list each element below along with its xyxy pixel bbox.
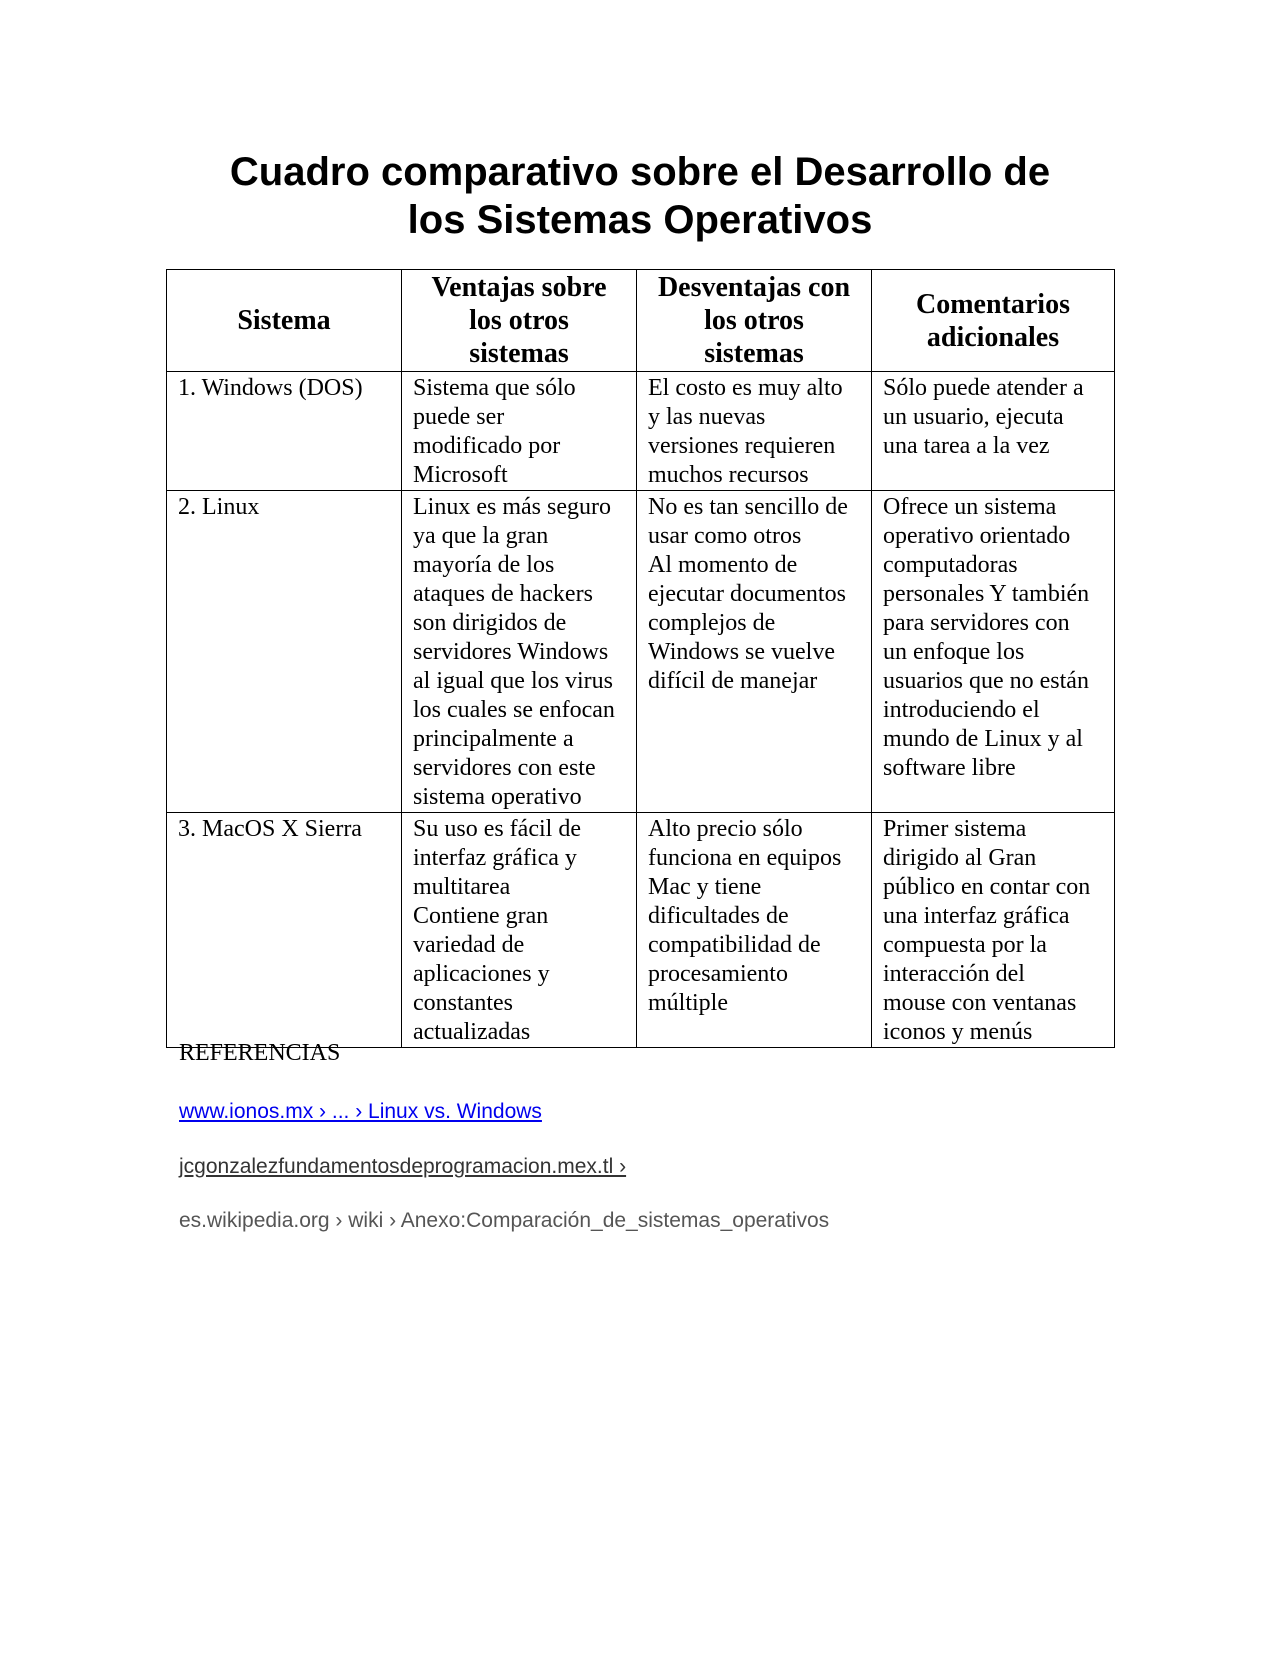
header-ventajas	[402, 270, 637, 372]
cell-line: puede ser	[413, 404, 505, 430]
cell-line: interfaz gráfica y	[413, 845, 577, 871]
cell-line: personales Y también	[883, 581, 1090, 607]
cell-line: Contiene gran	[413, 903, 549, 929]
cell-line: Sólo puede atender a	[883, 375, 1084, 401]
cell-line: Sistema	[237, 305, 331, 336]
cell-line: Desventajas con	[657, 272, 851, 303]
cell-line: dirigido al Gran	[883, 845, 1037, 871]
cell-line: introduciendo el	[883, 697, 1040, 723]
cell-line: mouse con ventanas	[883, 990, 1077, 1016]
cell-line: muchos recursos	[648, 462, 809, 488]
cell-disadvantages	[637, 491, 872, 813]
cell-line: sistemas	[469, 338, 569, 369]
cell-line: público en contar con	[883, 874, 1091, 900]
cell-line: Primer sistema	[883, 816, 1027, 842]
cell-line: sistema operativo	[413, 784, 582, 810]
cell-line: Al momento de	[648, 552, 798, 578]
cell-line: variedad de	[413, 932, 525, 958]
cell-line: Microsoft	[413, 462, 508, 488]
cell-line: compuesta por la	[883, 932, 1047, 958]
cell-line: los otros	[704, 305, 804, 336]
cell-line: interacción del	[883, 961, 1025, 987]
cell-system	[167, 372, 402, 491]
header-desventajas	[637, 270, 872, 372]
header-sistema	[167, 270, 402, 372]
cell-line: ejecutar documentos	[648, 581, 846, 607]
cell-line: usuarios que no están	[883, 668, 1089, 694]
cell-system	[167, 491, 402, 813]
cell-line: funciona en equipos	[648, 845, 842, 871]
cell-advantages	[402, 491, 637, 813]
cell-line: ataques de hackers	[413, 581, 593, 607]
cell-line: un enfoque los	[883, 639, 1025, 665]
cell-line: y las nuevas	[648, 404, 766, 430]
cell-line: un usuario, ejecuta	[883, 404, 1064, 430]
cell-line: múltiple	[648, 990, 728, 1016]
cell-line: difícil de manejar	[648, 668, 818, 694]
title-line: Cuadro comparativo sobre el Desarrollo de	[229, 150, 1051, 194]
cell-line: 3. MacOS X Sierra	[178, 816, 362, 842]
cell-line: Windows se vuelve	[648, 639, 835, 665]
cell-line: para servidores con	[883, 610, 1070, 636]
cell-line: Sistema que sólo	[413, 375, 576, 401]
cell-line: mayoría de los	[413, 552, 555, 578]
table-row	[167, 372, 1115, 491]
cell-advantages	[402, 813, 637, 1048]
cell-line: Ofrece un sistema	[883, 494, 1057, 520]
cell-comments	[872, 372, 1115, 491]
cell-line: Comentarios	[916, 288, 1070, 320]
table-header-row	[167, 270, 1115, 372]
cell-line: Ventajas sobre	[431, 272, 607, 303]
comparison-table	[166, 269, 1115, 1048]
cell-line: servidores Windows	[413, 639, 609, 665]
cell-line: compatibilidad de	[648, 932, 821, 958]
cell-line: usar como otros	[648, 523, 802, 549]
references-section	[179, 1038, 1079, 1232]
cell-comments	[872, 813, 1115, 1048]
cell-line: constantes	[413, 990, 513, 1016]
cell-disadvantages	[637, 813, 872, 1048]
reference-link-ionos[interactable]: www.ionos.mx › ... › Linux vs. Windows	[179, 1100, 542, 1123]
cell-line: No es tan sencillo de	[648, 494, 848, 520]
cell-line: principalmente a	[413, 726, 574, 752]
cell-line: los otros	[469, 305, 569, 336]
cell-line: una interfaz gráfica	[883, 903, 1070, 929]
cell-line: El costo es muy alto	[648, 375, 843, 401]
cell-line: modificado por	[413, 433, 561, 459]
cell-line: versiones requieren	[648, 433, 836, 459]
table-row	[167, 813, 1115, 1048]
cell-line: 1. Windows (DOS)	[178, 375, 363, 401]
cell-line: son dirigidos de	[413, 610, 567, 636]
cell-line: Su uso es fácil de	[413, 816, 581, 842]
cell-line: mundo de Linux y al	[883, 726, 1083, 752]
cell-advantages	[402, 372, 637, 491]
cell-line: Alto precio sólo	[648, 816, 803, 842]
reference-wikipedia: es.wikipedia.org › wiki › Anexo:Comparación_de_sistemas_operativos	[179, 1209, 830, 1232]
cell-line: complejos de	[648, 610, 776, 636]
cell-line: los cuales se enfocan	[413, 697, 615, 723]
cell-line: actualizadas	[413, 1019, 531, 1045]
cell-line: al igual que los virus	[413, 668, 613, 694]
cell-disadvantages	[637, 372, 872, 491]
cell-line: dificultades de	[648, 903, 789, 929]
header-comentarios	[872, 270, 1115, 372]
cell-line: sistemas	[704, 338, 804, 369]
cell-line: iconos y menús	[883, 1019, 1033, 1045]
page-title	[166, 148, 1114, 244]
cell-line: computadoras	[883, 552, 1018, 578]
cell-line: Linux es más seguro	[413, 494, 611, 520]
cell-system	[167, 813, 402, 1048]
reference-link-jcgonzalez[interactable]: jcgonzalezfundamentosdeprogramacion.mex.tl ›	[179, 1155, 627, 1178]
cell-line: software libre	[883, 755, 1016, 781]
cell-line: procesamiento	[648, 961, 788, 987]
references-heading: REFERENCIAS	[179, 1040, 341, 1066]
cell-line: multitarea	[413, 874, 511, 900]
cell-comments	[872, 491, 1115, 813]
table-row	[167, 491, 1115, 813]
cell-line: 2. Linux	[178, 494, 260, 520]
cell-line: Mac y tiene	[648, 874, 762, 900]
title-line: los Sistemas Operativos	[407, 198, 873, 242]
cell-line: una tarea a la vez	[883, 433, 1050, 459]
cell-line: operativo orientado	[883, 523, 1071, 549]
cell-line: adicionales	[926, 321, 1060, 353]
cell-line: ya que la gran	[413, 523, 549, 549]
cell-line: aplicaciones y	[413, 961, 550, 987]
cell-line: servidores con este	[413, 755, 596, 781]
